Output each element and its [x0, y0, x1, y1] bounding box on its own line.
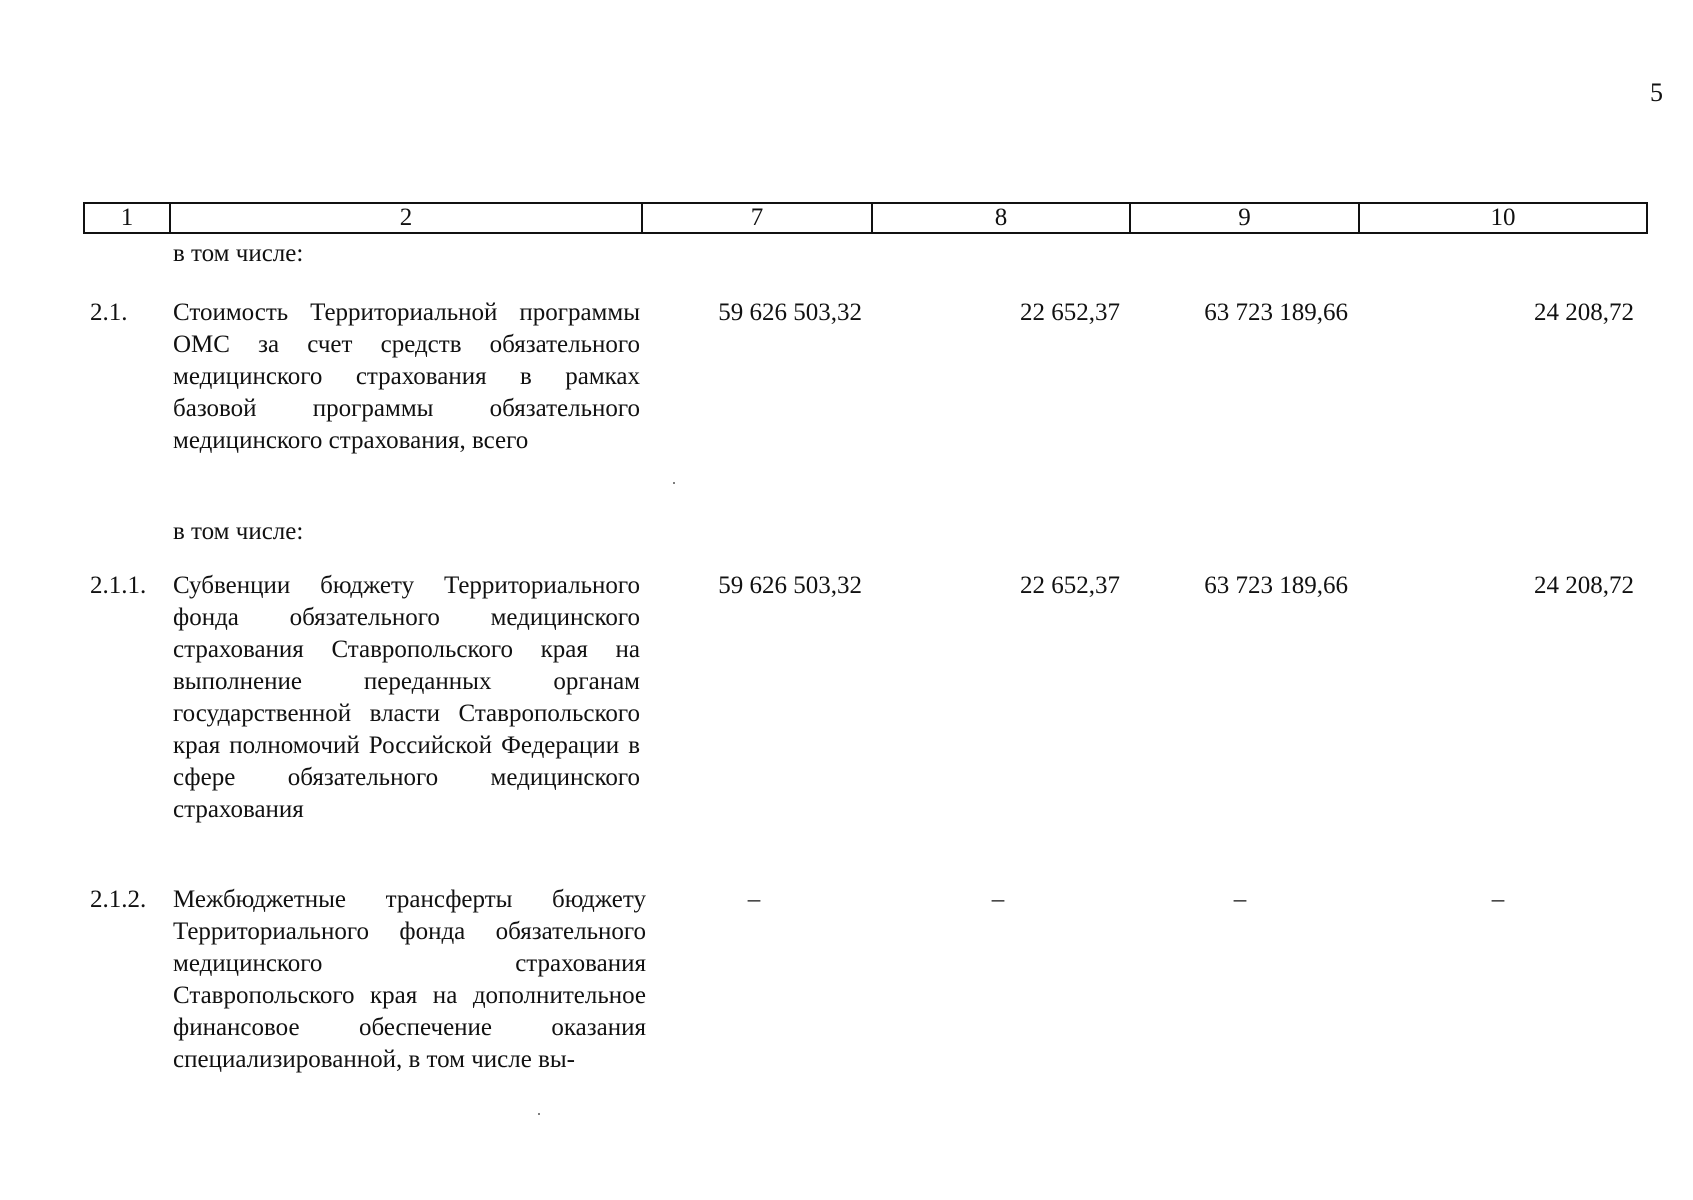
header-col-2: 2 [171, 204, 643, 232]
row-description: Межбюджетные трансферты бюджету Территориального фонда обязательного медицинского страхования Ставропольского края на дополнительное финансовое обеспечение оказания специализированной, в том числе вы- [173, 886, 646, 1073]
header-col-1: 1 [85, 204, 171, 232]
row-value-col-10: 24 208,72 [1534, 572, 1634, 599]
scan-speck [673, 482, 675, 484]
row-description: Стоимость Территориальной программы ОМС за счет средств обязательного медицинского страхования в рамках базовой программы обязательного медицинского страхования, всего [173, 299, 640, 454]
page-number: 5 [1650, 78, 1663, 107]
row-value-col-7: 59 626 503,32 [718, 299, 862, 326]
row-value-col-9: – [1233, 886, 1247, 913]
table-note: в том числе: [173, 518, 304, 545]
header-col-9: 9 [1131, 204, 1360, 232]
header-col-7: 7 [643, 204, 873, 232]
row-value-col-8: 22 652,37 [1020, 299, 1120, 326]
table-header-row [83, 202, 1648, 234]
row-number: 2.1.1. [90, 572, 147, 599]
row-value-col-8: 22 652,37 [1020, 572, 1120, 599]
row-value-col-10: – [1491, 886, 1505, 913]
row-description: Субвенции бюджету Территориального фонда обязательного медицинского страхования Ставропольского края на выполнение переданных органам государственной власти Ставропольского края полномочий Российской Федерации в сфере обязательного медицинского страхования [173, 572, 640, 823]
row-value-col-9: 63 723 189,66 [1204, 299, 1348, 326]
header-col-10: 10 [1490, 204, 1516, 231]
row-value-col-10: 24 208,72 [1534, 299, 1634, 326]
row-value-col-7: 59 626 503,32 [718, 572, 862, 599]
row-number: 2.1. [90, 299, 128, 326]
scan-speck [538, 1113, 540, 1115]
row-value-col-7: – [747, 886, 761, 913]
table-note: в том числе: [173, 240, 304, 267]
row-value-col-8: – [991, 886, 1005, 913]
header-col-8: 8 [873, 204, 1131, 232]
row-number: 2.1.2. [90, 886, 147, 913]
row-value-col-9: 63 723 189,66 [1204, 572, 1348, 599]
